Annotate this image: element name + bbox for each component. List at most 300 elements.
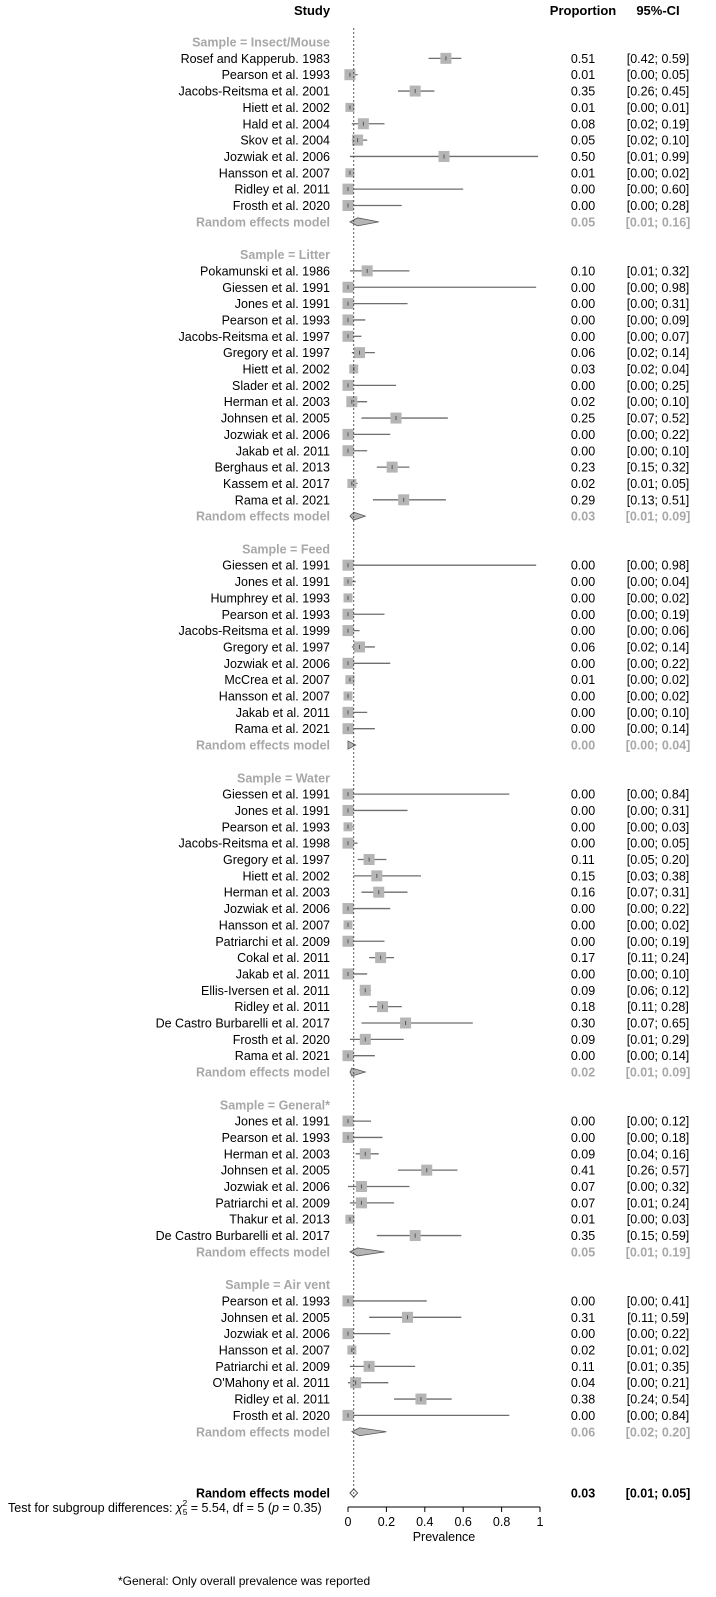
ci-value: [0.00; 0.05]	[626, 836, 690, 851]
study-name: Jakab et al. 2011	[235, 705, 330, 720]
proportion-value: 0.00	[570, 787, 596, 802]
study-name: Pokamunski et al. 1986	[200, 264, 330, 279]
random-effects-ci: [0.00; 0.04]	[625, 738, 691, 753]
study-row	[224, 902, 690, 916]
proportion-value: 0.01	[570, 68, 596, 83]
study-name: Jakab et al. 2011	[235, 444, 330, 459]
study-name: Jakab et al. 2011	[235, 967, 330, 982]
study-name: Patriarchi et al. 2009	[215, 1196, 330, 1211]
ci-value: [0.00; 0.21]	[626, 1376, 690, 1391]
study-row	[179, 330, 690, 344]
proportion-value: 0.00	[570, 329, 596, 344]
proportion-value: 0.09	[570, 1147, 596, 1162]
ci-value: [0.26; 0.45]	[626, 84, 690, 99]
proportion-value: 0.30	[570, 1016, 596, 1031]
study-row	[181, 52, 690, 66]
proportion-value: 0.51	[570, 51, 596, 66]
study-name: Ridley et al. 2011	[234, 182, 330, 197]
study-row	[222, 559, 689, 573]
random-effects-diamond	[350, 512, 365, 520]
study-row	[223, 346, 689, 360]
proportion-value: 0.01	[570, 673, 596, 688]
study-row	[235, 1115, 690, 1129]
study-name: Jones et al. 1991	[234, 575, 330, 590]
proportion-value: 0.00	[570, 934, 596, 949]
random-effects-diamond	[352, 1428, 387, 1436]
study-row	[201, 984, 689, 998]
study-row	[219, 690, 689, 704]
x-tick-label: 0	[344, 1515, 352, 1529]
ci-value: [0.11; 0.28]	[627, 1000, 689, 1015]
study-row	[215, 1196, 689, 1210]
proportion-value: 0.00	[570, 182, 596, 197]
random-effects-ci: [0.01; 0.09]	[625, 1065, 691, 1080]
proportion-value: 0.15	[570, 869, 596, 884]
study-row	[222, 313, 690, 327]
proportion-value: 0.00	[570, 918, 596, 933]
proportion-value: 0.00	[570, 803, 596, 818]
ci-value: [0.00; 0.60]	[626, 182, 690, 197]
ci-value: [0.00; 0.03]	[626, 1212, 690, 1227]
study-name: Jozwiak et al. 2006	[223, 902, 330, 917]
ci-value: [0.05; 0.20]	[626, 853, 690, 867]
ci-value: [0.00; 0.22]	[626, 427, 690, 442]
random-effects-proportion: 0.03	[570, 509, 596, 524]
study-name: Gregory et al. 1997	[222, 853, 330, 867]
proportion-value: 0.50	[570, 149, 596, 164]
random-effects-label: Random effects model	[195, 1065, 330, 1080]
ci-value: [0.01; 0.24]	[626, 1196, 690, 1211]
proportion-value: 0.00	[570, 280, 596, 295]
proportion-value: 0.08	[570, 117, 596, 132]
proportion-value: 0.23	[570, 460, 596, 475]
group-label: Sample = Feed	[242, 542, 330, 557]
ci-value: [0.00; 0.84]	[626, 1408, 690, 1423]
study-row	[242, 869, 689, 883]
ci-value: [0.00; 0.84]	[626, 787, 690, 802]
ci-value: [0.00; 0.02]	[626, 918, 690, 933]
study-name: Jones et al. 1991	[234, 1114, 330, 1129]
study-row	[237, 951, 689, 965]
study-row	[235, 1049, 689, 1063]
study-name: Berghaus et al. 2013	[214, 460, 330, 475]
proportion-value: 0.35	[570, 1229, 596, 1244]
random-effects-label: Random effects model	[195, 215, 330, 230]
random-effects-row	[196, 215, 690, 229]
proportion-value: 0.00	[570, 624, 596, 639]
ci-value: [0.00; 0.04]	[626, 575, 690, 590]
proportion-value: 0.00	[570, 705, 596, 720]
random-effects-row	[196, 510, 690, 524]
study-name: Ellis-Iversen et al. 2011	[201, 983, 330, 998]
proportion-value: 0.16	[570, 885, 596, 900]
random-effects-diamond	[350, 218, 379, 226]
study-row	[210, 591, 689, 605]
study-row	[224, 395, 690, 409]
study-row	[223, 853, 689, 867]
study-row	[242, 101, 689, 115]
proportion-value: 0.00	[570, 1049, 596, 1064]
study-name: Jozwiak et al. 2006	[223, 1180, 330, 1194]
study-name: Rama et al. 2021	[234, 493, 330, 508]
study-name: Pearson et al. 1993	[221, 607, 330, 622]
study-name: Johnsen et al. 2005	[220, 1310, 330, 1325]
proportion-value: 0.00	[570, 1327, 596, 1342]
random-effects-diamond	[348, 741, 356, 749]
overall-label: Random effects model	[195, 1486, 330, 1501]
study-row	[233, 199, 690, 213]
study-row	[156, 1017, 690, 1031]
ci-value: [0.01; 0.02]	[626, 1343, 690, 1358]
study-name: Frosth et al. 2020	[232, 199, 330, 213]
ci-value: [0.07; 0.65]	[626, 1016, 690, 1031]
study-row	[221, 1311, 689, 1325]
study-name: Jacobs-Reitsma et al. 1999	[178, 624, 330, 639]
ci-value: [0.02; 0.04]	[626, 362, 690, 377]
ci-value: [0.00; 0.06]	[626, 624, 690, 639]
ci-value: [0.42; 0.59]	[626, 51, 690, 66]
study-row	[224, 1180, 690, 1194]
study-name: Giessen et al. 1991	[222, 280, 330, 295]
study-row	[156, 1229, 690, 1243]
study-name: Gregory et al. 1997	[222, 640, 330, 655]
proportion-value: 0.11	[571, 853, 595, 867]
ci-value: [0.00; 0.19]	[626, 934, 690, 949]
ci-value: [0.07; 0.52]	[626, 411, 690, 426]
proportion-value: 0.00	[570, 199, 596, 213]
overall-row	[196, 1487, 690, 1501]
proportion-value: 0.00	[570, 591, 596, 606]
ci-value: [0.00; 0.14]	[626, 722, 690, 737]
study-row	[224, 673, 689, 687]
header-row	[294, 3, 680, 18]
study-row	[219, 166, 689, 180]
proportion-value: 0.09	[570, 983, 596, 998]
proportion-value: 0.00	[570, 722, 596, 737]
ci-value: [0.13; 0.51]	[626, 493, 690, 508]
study-row	[234, 183, 689, 197]
random-effects-ci: [0.01; 0.09]	[625, 509, 691, 524]
ci-value: [0.00; 0.02]	[626, 591, 690, 606]
ci-value: [0.01; 0.29]	[626, 1032, 690, 1047]
proportion-column-header: Proportion	[549, 3, 617, 18]
study-name: Rama et al. 2021	[234, 1049, 330, 1064]
proportion-value: 0.02	[570, 395, 596, 410]
study-name: Pearson et al. 1993	[221, 1294, 330, 1309]
study-row	[233, 1409, 690, 1423]
study-name: Gregory et al. 1997	[222, 346, 330, 361]
ci-value: [0.02; 0.10]	[626, 133, 690, 148]
forest-rows	[156, 28, 691, 1501]
group-label: Sample = Water	[237, 771, 330, 786]
study-row	[224, 150, 690, 164]
ci-value: [0.01; 0.35]	[626, 1359, 690, 1374]
ci-value: [0.00; 0.10]	[626, 967, 690, 982]
proportion-value: 0.00	[570, 820, 596, 835]
ci-value: [0.00; 0.05]	[626, 68, 690, 83]
study-name: Hiett et al. 2002	[242, 100, 330, 115]
group-label: Sample = General*	[219, 1098, 330, 1113]
study-row	[235, 722, 689, 736]
proportion-value: 0.07	[570, 1180, 596, 1194]
proportion-value: 0.01	[570, 1212, 596, 1227]
study-row	[221, 412, 689, 426]
subgroup-test: Test for subgroup differences: $\chi_52 = 5.54$, df = 5 (p = 0.35)	[8, 1498, 322, 1517]
study-row	[224, 657, 690, 671]
random-effects-label: Random effects model	[195, 738, 330, 753]
x-tick-label: 0.2	[377, 1515, 396, 1529]
study-row	[223, 477, 689, 491]
study-name: Frosth et al. 2020	[232, 1408, 330, 1423]
study-name: Skov et al. 2004	[240, 133, 330, 148]
ci-value: [0.15; 0.32]	[626, 460, 690, 475]
random-effects-label: Random effects model	[195, 1425, 330, 1440]
ci-value: [0.00; 0.01]	[626, 100, 690, 115]
proportion-value: 0.00	[570, 297, 596, 312]
proportion-value: 0.00	[570, 656, 596, 671]
proportion-value: 0.01	[570, 166, 596, 181]
study-name: Jozwiak et al. 2006	[223, 1327, 330, 1342]
proportion-value: 0.00	[570, 967, 596, 982]
proportion-value: 0.00	[570, 1114, 596, 1129]
proportion-value: 0.00	[570, 1294, 596, 1309]
study-row	[224, 886, 690, 900]
study-name: Pearson et al. 1993	[221, 68, 330, 83]
ci-value: [0.00; 0.98]	[626, 280, 690, 295]
random-effects-label: Random effects model	[195, 1245, 330, 1260]
ci-value: [0.01; 0.99]	[626, 149, 690, 164]
random-effects-ci: [0.02; 0.20]	[625, 1425, 691, 1440]
study-row	[224, 428, 690, 442]
study-name: O'Mahony et al. 2011	[212, 1376, 330, 1391]
study-row	[179, 624, 690, 638]
ci-value: [0.00; 0.98]	[626, 558, 690, 573]
random-effects-proportion: 0.05	[570, 215, 596, 230]
ci-value: [0.03; 0.38]	[626, 869, 690, 884]
study-name: Ridley et al. 2011	[234, 1392, 330, 1407]
study-name: Frosth et al. 2020	[232, 1032, 330, 1047]
proportion-value: 0.31	[570, 1310, 596, 1325]
study-row	[235, 297, 690, 311]
proportion-value: 0.06	[570, 346, 596, 361]
proportion-value: 0.17	[570, 951, 596, 966]
group-label: Sample = Litter	[240, 248, 330, 263]
proportion-value: 0.00	[570, 689, 596, 704]
study-row	[200, 264, 689, 278]
proportion-value: 0.35	[570, 84, 596, 99]
study-row	[234, 1393, 689, 1407]
study-row	[222, 1294, 690, 1308]
study-row	[229, 1213, 689, 1227]
ci-value: [0.00; 0.10]	[626, 705, 690, 720]
study-row	[222, 68, 690, 82]
proportion-value: 0.00	[570, 1130, 596, 1145]
ci-value: [0.00; 0.12]	[626, 1114, 690, 1129]
proportion-value: 0.09	[570, 1032, 596, 1047]
proportion-value: 0.10	[570, 264, 596, 279]
ci-value: [0.01; 0.32]	[626, 264, 690, 279]
ci-value: [0.07; 0.31]	[626, 885, 690, 900]
proportion-value: 0.03	[570, 362, 596, 377]
ci-value: [0.24; 0.54]	[626, 1392, 690, 1407]
ci-value: [0.00; 0.02]	[626, 166, 690, 181]
random-effects-ci: [0.01; 0.16]	[625, 215, 691, 230]
study-name: Ridley et al. 2011	[234, 1000, 330, 1015]
proportion-value: 0.02	[570, 476, 596, 491]
ci-value: [0.26; 0.57]	[626, 1163, 690, 1178]
proportion-value: 0.02	[570, 1343, 596, 1358]
study-row	[215, 1360, 689, 1374]
study-row	[219, 1344, 689, 1358]
study-row	[234, 1000, 688, 1014]
random-effects-diamond	[350, 1248, 385, 1256]
ci-value: [0.00; 0.10]	[626, 444, 690, 459]
random-effects-proportion: 0.02	[570, 1065, 596, 1080]
random-effects-row	[196, 1425, 690, 1439]
ci-value: [0.00; 0.18]	[626, 1130, 690, 1145]
study-name: Hiett et al. 2002	[242, 869, 330, 884]
study-name: Jacobs-Reitsma et al. 2001	[178, 84, 330, 99]
ci-value: [0.00; 0.02]	[626, 689, 690, 704]
study-row	[215, 935, 689, 949]
random-effects-proportion: 0.00	[570, 738, 596, 753]
x-axis	[345, 1507, 544, 1544]
proportion-value: 0.07	[570, 1196, 596, 1211]
study-row	[236, 444, 690, 458]
ci-value: [0.02; 0.14]	[626, 346, 690, 361]
footnote: *General: Only overall prevalence was reported	[118, 1574, 371, 1588]
study-row	[236, 706, 690, 720]
proportion-value: 0.06	[570, 640, 596, 655]
study-row	[233, 1033, 690, 1047]
ci-value: [0.00; 0.28]	[626, 199, 690, 213]
ci-value: [0.00; 0.25]	[626, 378, 690, 393]
study-row	[223, 640, 689, 654]
study-row	[222, 820, 690, 834]
study-name: Herman et al. 2003	[223, 885, 330, 900]
group-label: Sample = Insect/Mouse	[192, 35, 330, 50]
random-effects-proportion: 0.06	[570, 1425, 596, 1440]
study-name: Humphrey et al. 1993	[210, 591, 330, 606]
study-name: Jacobs-Reitsma et al. 1997	[178, 329, 330, 344]
random-effects-label: Random effects model	[195, 509, 330, 524]
x-axis-label: Prevalence	[412, 1530, 476, 1544]
study-name: Slader et al. 2002	[232, 378, 330, 393]
study-name: Hansson et al. 2007	[218, 1343, 330, 1358]
random-effects-row	[196, 739, 690, 753]
study-row	[236, 967, 690, 981]
study-row	[242, 117, 689, 131]
study-name: Patriarchi et al. 2009	[215, 1359, 330, 1374]
proportion-value: 0.04	[570, 1376, 596, 1391]
study-row	[222, 788, 689, 802]
study-row	[222, 1131, 690, 1145]
study-name: Jozwiak et al. 2006	[223, 149, 330, 164]
study-name: Pearson et al. 1993	[221, 313, 330, 328]
proportion-value: 0.00	[570, 558, 596, 573]
x-tick-label: 1	[536, 1515, 544, 1529]
random-effects-proportion: 0.05	[570, 1245, 596, 1260]
study-row	[222, 608, 690, 622]
random-effects-diamond	[350, 1068, 365, 1076]
study-row	[224, 1147, 690, 1161]
random-effects-row	[196, 1066, 690, 1080]
study-name: Jacobs-Reitsma et al. 1998	[178, 836, 330, 851]
ci-value: [0.00; 0.19]	[626, 607, 690, 622]
random-effects-row	[196, 1245, 690, 1259]
proportion-value: 0.18	[570, 1000, 596, 1015]
study-name: Rosef and Kapperub. 1983	[180, 51, 330, 66]
study-name: Jones et al. 1991	[234, 297, 330, 312]
study-name: Pearson et al. 1993	[221, 1130, 330, 1145]
study-row	[215, 461, 690, 475]
ci-value: [0.00; 0.02]	[626, 673, 690, 688]
study-name: Hansson et al. 2007	[218, 689, 330, 704]
group-label: Sample = Air vent	[225, 1278, 330, 1293]
study-name: Hiett et al. 2002	[242, 362, 330, 377]
study-row	[222, 281, 689, 295]
study-row	[240, 134, 689, 148]
study-name: De Castro Burbarelli et al. 2017	[155, 1229, 330, 1244]
ci-column-header: 95%-CI	[636, 3, 680, 18]
study-name: McCrea et al. 2007	[224, 673, 330, 688]
ci-value: [0.11; 0.59]	[627, 1310, 689, 1325]
ci-value: [0.00; 0.10]	[626, 395, 690, 410]
study-row	[235, 575, 690, 589]
study-name: Johnsen et al. 2005	[220, 411, 330, 426]
study-name: De Castro Burbarelli et al. 2017	[155, 1016, 330, 1031]
study-name: Thakur et al. 2013	[229, 1212, 330, 1227]
study-row	[179, 85, 690, 99]
ci-value: [0.00; 0.14]	[626, 1049, 690, 1064]
ci-value: [0.04; 0.16]	[626, 1147, 690, 1162]
study-name: Rama et al. 2021	[234, 722, 330, 737]
ci-value: [0.00; 0.32]	[626, 1180, 690, 1194]
study-name: Giessen et al. 1991	[222, 558, 330, 573]
proportion-value: 0.00	[570, 575, 596, 590]
proportion-value: 0.01	[570, 100, 596, 115]
study-row	[224, 1327, 690, 1341]
study-name: Jozwiak et al. 2006	[223, 427, 330, 442]
x-tick-label: 0.6	[454, 1515, 472, 1529]
study-row	[212, 1376, 689, 1390]
proportion-value: 0.00	[570, 313, 596, 328]
ci-value: [0.02; 0.14]	[626, 640, 690, 655]
study-name: Jozwiak et al. 2006	[223, 656, 330, 671]
proportion-value: 0.00	[570, 836, 596, 851]
overall-proportion: 0.03	[570, 1486, 596, 1501]
proportion-value: 0.00	[570, 427, 596, 442]
ci-value: [0.00; 0.07]	[626, 329, 690, 344]
study-name: Patriarchi et al. 2009	[215, 934, 330, 949]
ci-value: [0.01; 0.05]	[626, 476, 690, 491]
ci-value: [0.00; 0.22]	[626, 902, 690, 917]
ci-value: [0.00; 0.22]	[626, 656, 690, 671]
study-column-header: Study	[293, 3, 331, 18]
overall-ci: [0.01; 0.05]	[625, 1486, 691, 1501]
proportion-value: 0.00	[570, 1408, 596, 1423]
proportion-value: 0.00	[570, 902, 596, 917]
study-name: Herman et al. 2003	[223, 1147, 330, 1162]
ci-value: [0.00; 0.03]	[626, 820, 690, 835]
study-row	[221, 1164, 689, 1178]
study-name: Pearson et al. 1993	[221, 820, 330, 835]
proportion-value: 0.41	[570, 1163, 596, 1178]
ci-value: [0.02; 0.19]	[626, 117, 690, 132]
study-name: Cokal et al. 2011	[237, 951, 330, 966]
study-row	[219, 918, 689, 932]
study-name: Kassem et al. 2017	[222, 476, 330, 491]
